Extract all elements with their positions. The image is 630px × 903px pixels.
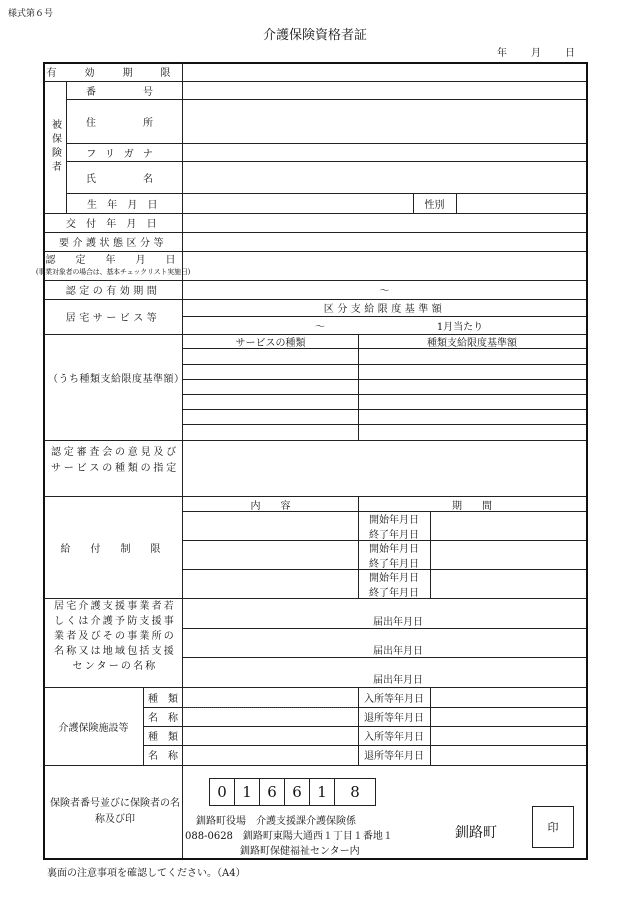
benefit-date-divider: [430, 511, 431, 598]
date-year: 年: [497, 48, 507, 59]
facility-name-2: 名 称: [148, 751, 178, 762]
validity-label: 有 効 期 限: [46, 68, 180, 79]
insurer-digit-4: 6: [284, 778, 310, 806]
sex-divider-right: [456, 194, 457, 213]
support-row: [183, 657, 586, 658]
furigana-label: フリガナ: [86, 148, 162, 160]
service-row: [183, 409, 586, 410]
center-line: 釧路町保健福祉センター内: [240, 846, 360, 857]
benefit-start-2: 開始年月日: [369, 543, 419, 555]
opinion-label: 認定審査会の意見及びサービスの種類の指定: [51, 447, 179, 474]
insurer-digit-6: 8: [334, 778, 376, 806]
footer-note: 裏面の注意事項を確認してください。（A4）: [47, 868, 246, 879]
notify-date-3: 届出年月日: [373, 675, 423, 686]
limit-tilde: ～: [315, 321, 325, 333]
address-line: 088-0628 釧路町東陽大通西１丁目１番地１: [185, 831, 393, 842]
service-row: [183, 379, 586, 380]
sex-label: 性別: [424, 199, 445, 211]
name-label: 氏 名: [86, 173, 162, 185]
frame-right: [586, 62, 588, 859]
issue-date-label: 交 付 年 月 日: [65, 219, 161, 230]
benefit-start-1: 開始年月日: [369, 514, 419, 526]
frame-bottom: [43, 858, 588, 860]
insured-label-text: 被保険者: [49, 119, 61, 175]
rule: [44, 440, 586, 441]
support-row: [183, 628, 586, 629]
insurer-digit-3: 6: [259, 778, 285, 806]
notify-date-2: 届出年月日: [373, 646, 423, 657]
office-line: 釧路町役場 介護支援課介護保険係: [196, 816, 356, 827]
benefit-limit-label: 給 付 制 限: [60, 544, 166, 555]
seal-text: 印: [547, 821, 559, 834]
admission-date-2: 入所等年月日: [364, 732, 424, 743]
benefit-end-2: 終了年月日: [369, 558, 419, 570]
form-title: 介護保険資格者証: [262, 28, 367, 43]
facility-name-1: 名 称: [148, 713, 178, 724]
per-month: 1月当たり: [436, 321, 484, 333]
insurer-digit-1: 0: [209, 778, 235, 806]
date-month: 月: [531, 48, 541, 59]
period-header: 期 間: [452, 500, 492, 512]
sub-limit-label: （うち種類支給限度基準額）: [48, 374, 185, 385]
home-service-label: 居宅サービス等: [65, 313, 161, 324]
form-number: 様式第６号: [8, 9, 54, 19]
cert-date-label: 認 定 年 月 日: [45, 255, 181, 266]
benefit-end-1: 終了年月日: [369, 529, 419, 541]
service-row: [183, 364, 586, 365]
birthdate-label: 生 年 月 日: [86, 199, 162, 211]
facility-kind-1: 種 類: [148, 694, 178, 705]
cert-period-label: 認定の有効期間: [65, 286, 161, 297]
care-support-label: 居宅介護支援事業者若しくは介護予防支援事業者及びその事業所の名称又は地域包括支援センターの名称: [54, 601, 176, 672]
facility-label: 介護保険施設等: [58, 723, 129, 734]
service-row: [183, 424, 586, 425]
town-name: 釧路町: [455, 825, 497, 841]
care-level-label: 要介護状態区分等: [59, 238, 167, 249]
insurer-digit-2: 1: [234, 778, 260, 806]
cert-date-note: (事業対象者の場合は、基本チェックリスト実施日): [35, 268, 191, 276]
discharge-date-2: 退所等年月日: [364, 751, 424, 762]
facility-dotted: [183, 707, 358, 708]
insurer-label: 保険者番号並びに保険者の名称及び印: [50, 798, 180, 825]
number-label: 番 号: [86, 86, 162, 98]
service-type-header: サービスの種類: [235, 338, 306, 349]
notify-date-1: 届出年月日: [373, 617, 423, 628]
admission-date-1: 入所等年月日: [364, 694, 424, 705]
cert-period-tilde: ～: [379, 286, 390, 297]
date-day: 日: [565, 48, 575, 59]
facility-kind-2: 種 類: [148, 732, 178, 743]
limit-header: 区分支給限度基準額: [323, 304, 446, 315]
rule: [183, 316, 586, 317]
service-row: [183, 394, 586, 395]
insured-label: [44, 81, 66, 213]
type-limit-header: 種類支給限度基準額: [427, 338, 517, 349]
benefit-end-3: 終了年月日: [369, 587, 419, 599]
address-label: 住 所: [86, 117, 162, 129]
benefit-start-3: 開始年月日: [369, 572, 419, 584]
seal-box: [532, 806, 574, 848]
rule: [44, 765, 586, 766]
content-header: 内 容: [250, 500, 291, 512]
discharge-date-1: 退所等年月日: [364, 713, 424, 724]
insurer-digit-5: 1: [309, 778, 335, 806]
